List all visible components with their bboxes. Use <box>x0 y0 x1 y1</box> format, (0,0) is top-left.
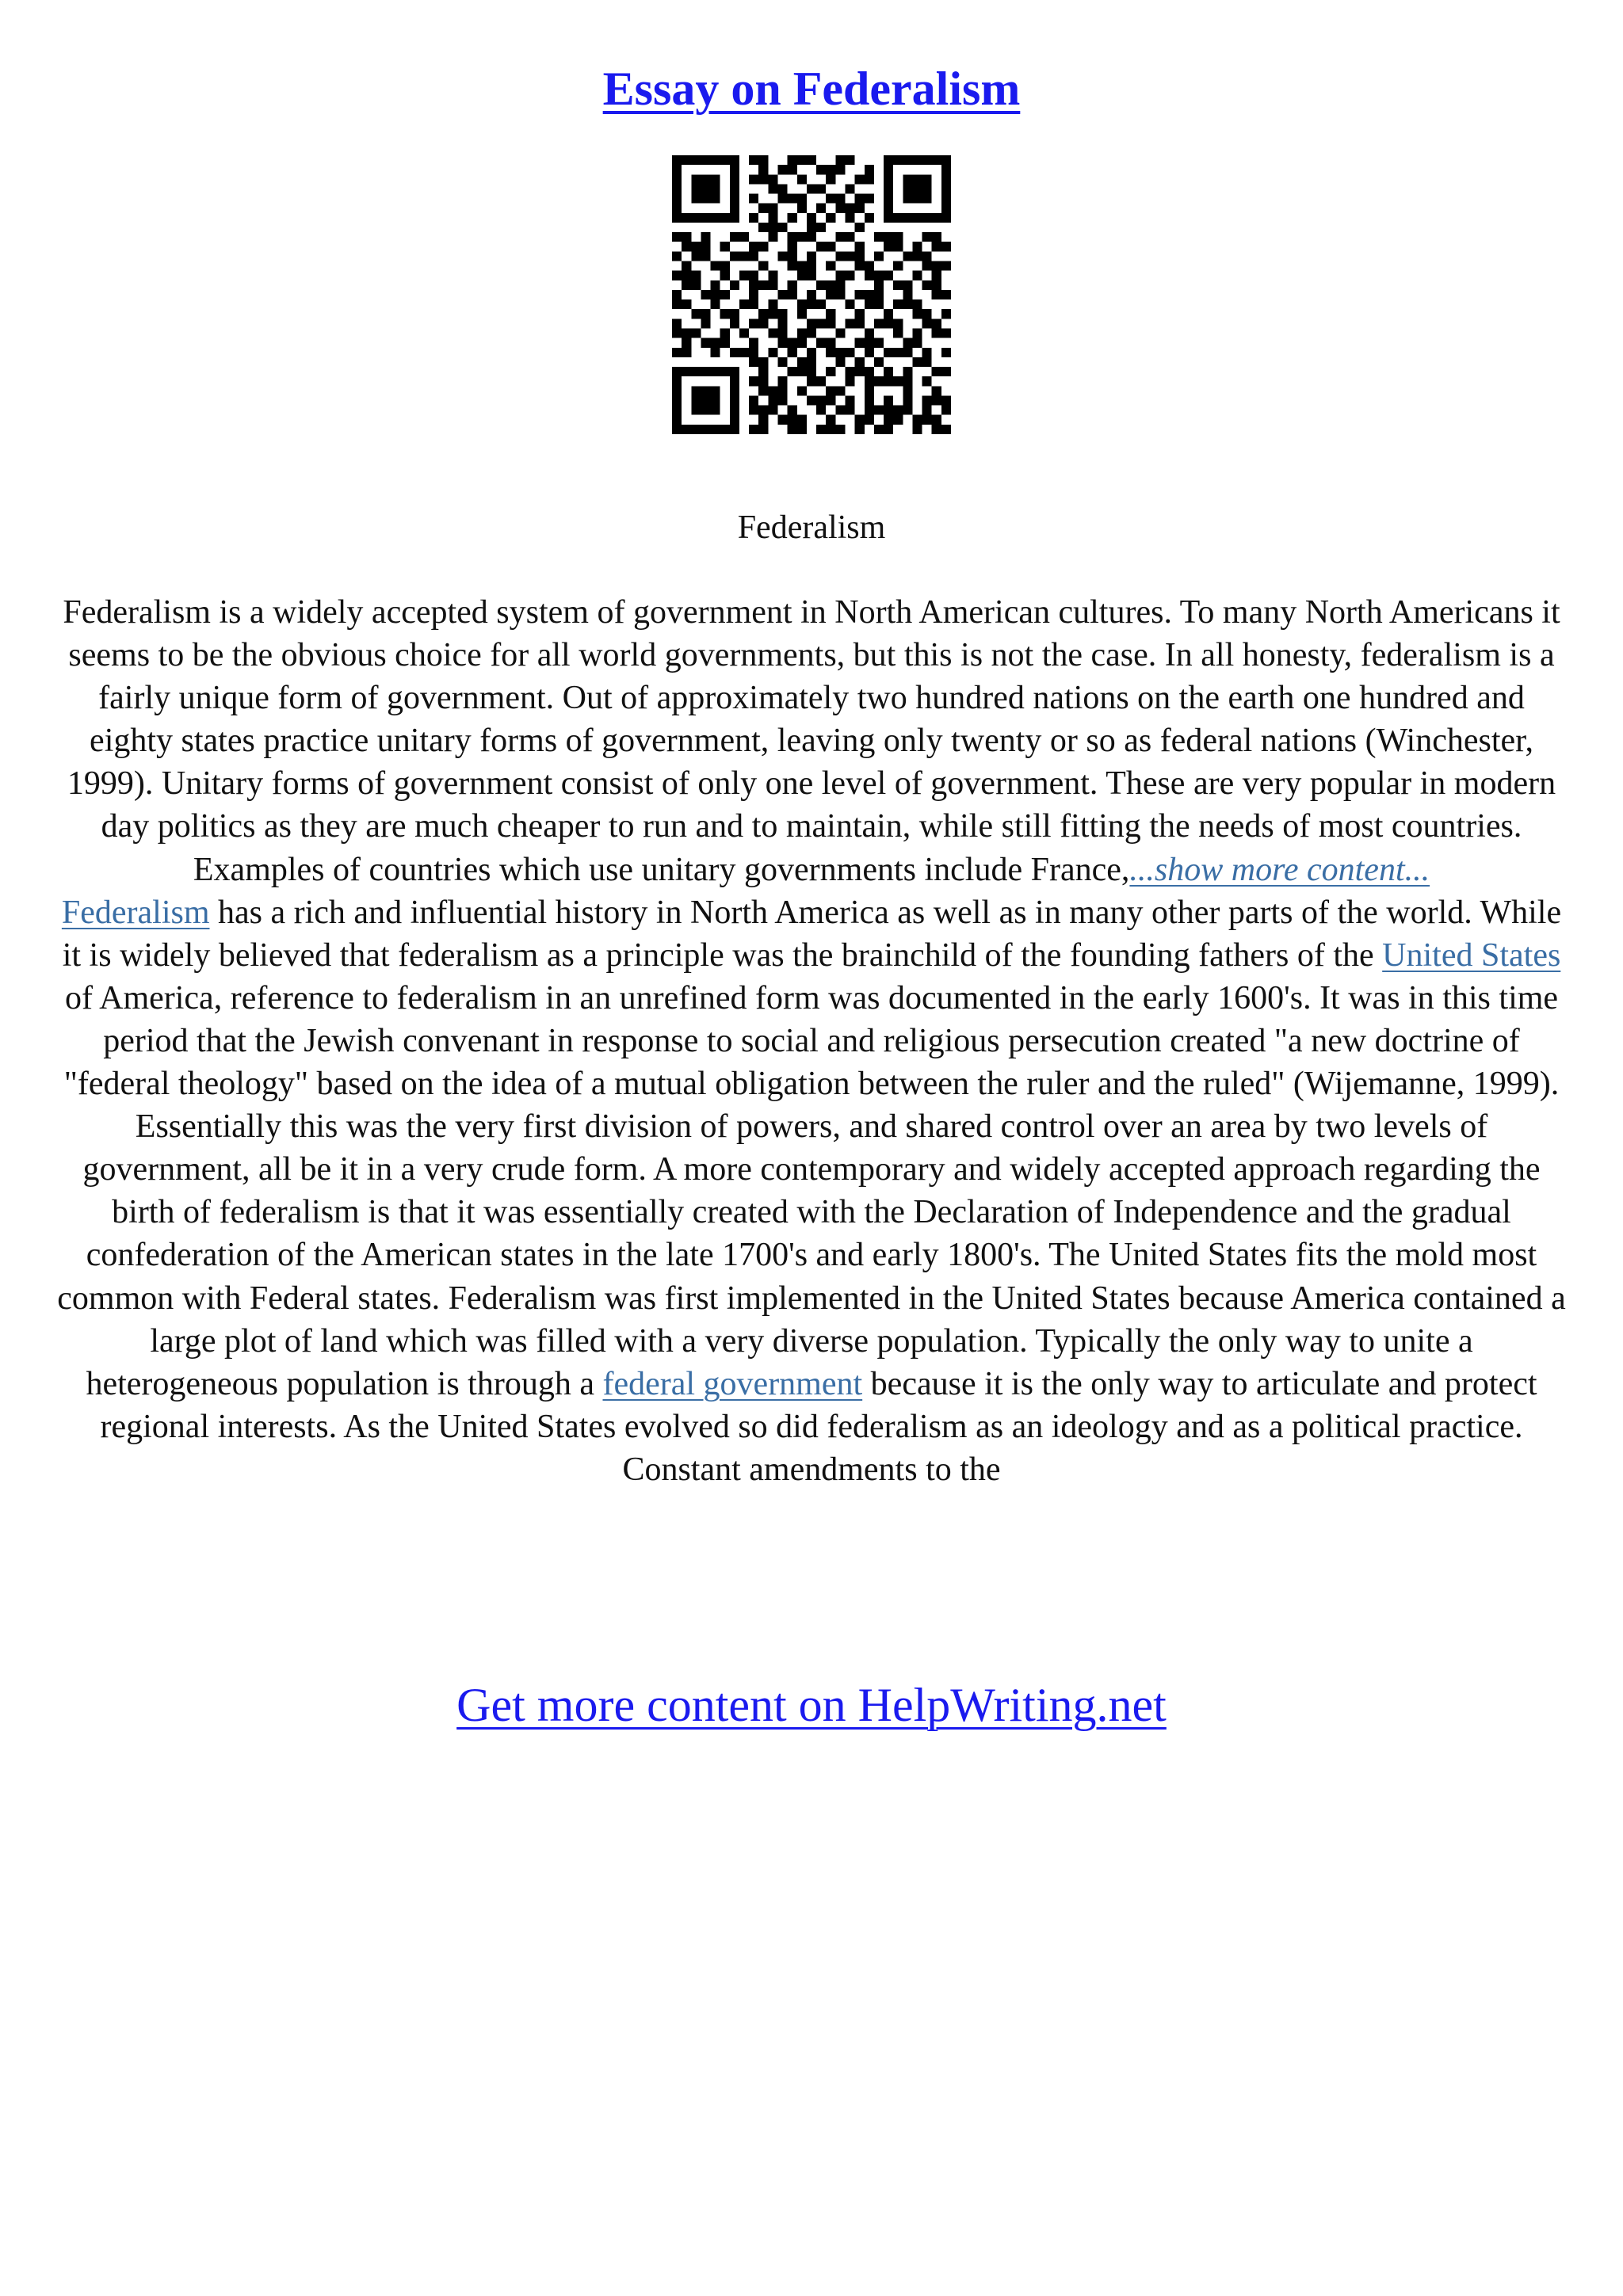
title-link[interactable]: Essay on Federalism <box>602 63 1021 115</box>
document-title <box>0 57 1623 120</box>
paragraph-intro-text: Federalism is a widely accepted system of government in North American cultures. To many North Americans it seems to be the obvious choice for all world governments, but this is not the case. In all honesty, federalism is a fairly unique form of government. Out of approximately two hundred nations on the earth one hundred and eighty states practice unitary forms of government, leaving only twenty or so as federal nations (Winchester, 1999). Unitary forms of government consist of only one level of government. These are very popular in modern day politics as they are much cheaper to run and to maintain, while still fitting the needs of most countries. Examples of countries which use unitary governments include France, <box>63 594 1560 888</box>
qr-code-icon <box>672 155 951 434</box>
helpwriting-link[interactable]: Get more content on HelpWriting.net <box>456 1679 1167 1731</box>
paragraph-history <box>57 891 1566 1491</box>
paragraph-history-text-2: of America, reference to federalism in an unrefined form was documented in the early 1600's. It was in this time period that the Jewish convenant in response to social and religious persecution created "a new doctrine of "federal theology" based on the idea of a mutual obligation between the ruler and the ruled" (Wijemanne, 1999). Essentially this was the very first division of powers, and shared control over an area by two levels of government, all be it in a very crude form. A more contemporary and widely accepted approach regarding the birth of federalism is that it was essentially created with the Declaration of Independence and the gradual confederation of the American states in the late 1700's and early 1800's. The United States fits the mold most common with Federal states. Federalism was first implemented in the United States because America contained a large plot of land which was filled with a very diverse population. Typically the only way to unite a heterogeneous population is through a <box>57 979 1566 1402</box>
federalism-link[interactable]: Federalism <box>61 894 210 931</box>
footer-cta <box>0 1673 1623 1737</box>
united-states-link[interactable]: United States <box>1382 936 1561 974</box>
show-more-link[interactable]: ...show more content... <box>1129 851 1430 888</box>
paragraph-intro <box>57 591 1566 891</box>
essay-body <box>57 591 1566 1491</box>
paragraph-history-text-1: has a rich and influential history in North America as well as in many other parts of the world. While it is widely believed that federalism as a principle was the brainchild of the founding fathers of the <box>62 894 1562 974</box>
federal-government-link[interactable]: federal government <box>602 1365 863 1402</box>
essay-subtitle: Federalism <box>737 509 886 546</box>
paragraph-history-text-3: because it is the only way to articulate and protect regional interests. As the United States evolved so did federalism as an ideology and as a political practice. Constant amendments to the <box>100 1365 1537 1488</box>
